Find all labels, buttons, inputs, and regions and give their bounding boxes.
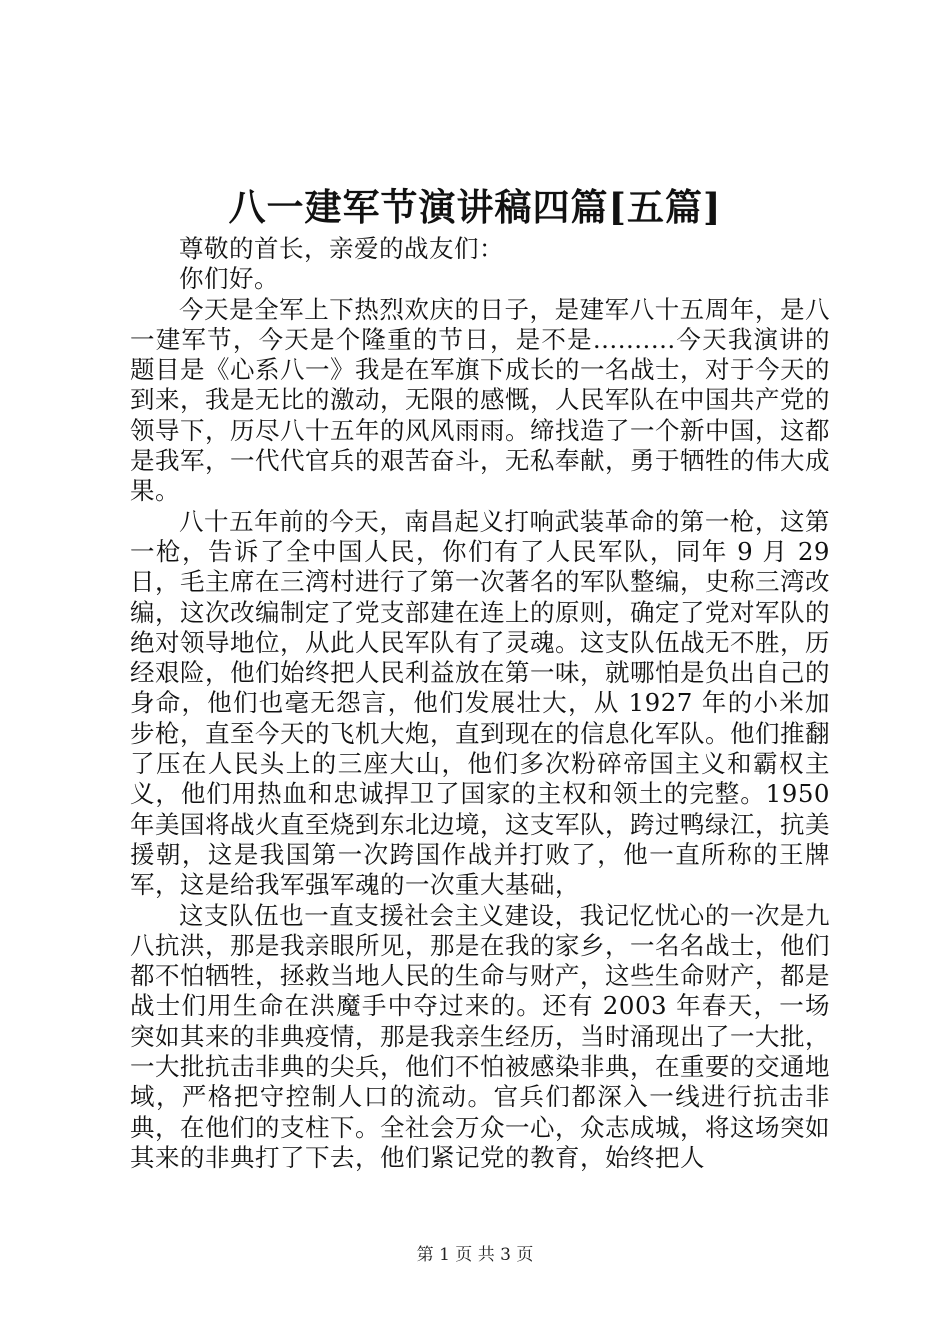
paragraph-1: 今天是全军上下热烈欢庆的日子，是建军八十五周年，是八一建军节，今天是个隆重的节日，是不是..........今天我演讲的题目是《心系八一》我是在军旗下成长的一名战士，对于今天的到来，我是无比的激动，无限的感慨，人民军队在中国共产党的领导下，历尽八十五年的风风雨雨。缔找造了一个新中国，这都是我军，一代代官兵的艰苦奋斗，无私奉献，勇于牺牲的伟大成果。 <box>130 294 830 506</box>
paragraph-salutation: 尊敬的首长，亲爱的战友们： <box>179 234 504 263</box>
page-footer: 第 1 页 共 3 页 <box>416 1245 534 1265</box>
document-title: 八一建军节演讲稿四篇[五篇] <box>228 185 722 229</box>
document-body <box>130 234 830 1173</box>
paragraph-3: 这支队伍也一直支援社会主义建设，我记忆忧心的一次是九八抗洪，那是我亲眼所见，那是在我的家乡，一名名战士，他们都不怕牺牲，拯救当地人民的生命与财产，这些生命财产，都是战士们用生命在洪魔手中夺过来的。还有 2003 年春天，一场突如其来的非典疫情，那是我亲生经历，当时涌现出了一大批，一大批抗击非典的尖兵，他们不怕被感染非典，在重要的交通地域，严格把守控制人口的流动。官兵们都深入一线进行抗击非典，在他们的支柱下。全社会万众一心，众志成城，将这场突如其来的非典打了下去，他们紧记党的教育，始终把人 <box>130 900 830 1172</box>
paragraph-greeting: 你们好。 <box>179 264 279 294</box>
paragraph-2: 八十五年前的今天，南昌起义打响武装革命的第一枪，这第一枪，告诉了全中国人民，你们有了人民军队，同年 9 月 29 日，毛主席在三湾村进行了第一次著名的军队整编，史称三湾改编，这次改编制定了党支部建在连上的原则，确定了党对军队的绝对领导地位，从此人民军队有了灵魂。这支队伍战无不胜，历经艰险，他们始终把人民利益放在第一味，就哪怕是负出自己的身命，他们也毫无怨言，他们发展壮大，从 1927 年的小米加步枪，直至今天的飞机大炮，直到现在的信息化军队。他们推翻了压在人民头上的三座大山，他们多次粉碎帝国主义和霸权主义，他们用热血和忠诚捍卫了国家的主权和领土的完整。1950 年美国将战火直至烧到东北边境，这支军队，跨过鸭绿江，抗美援朝，这是我国第一次跨国作战并打败了，他一直所称的王牌军，这是给我军强军魂的一次重大基础， <box>130 506 830 900</box>
